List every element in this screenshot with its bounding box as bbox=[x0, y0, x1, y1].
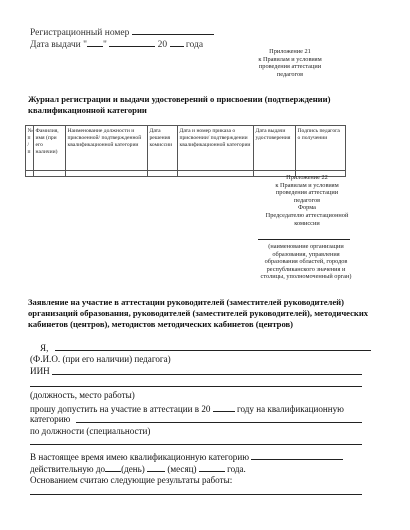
i-label: Я, bbox=[40, 343, 49, 353]
org-caption-line: (наименование организации bbox=[268, 243, 344, 250]
appendix-22-line: комиссии bbox=[294, 219, 320, 227]
appendix-21-line: к Правилам и условиям bbox=[258, 55, 322, 63]
org-caption-line: образования областей, городов bbox=[264, 258, 348, 266]
org-caption-line: столицы, уполномоченный орган) bbox=[260, 273, 352, 281]
org-caption bbox=[250, 243, 362, 281]
journal-col-name: Фамилия, имя (при его наличии) bbox=[34, 126, 66, 171]
fio-field[interactable] bbox=[55, 350, 371, 351]
appendix-21-note bbox=[240, 48, 340, 78]
valid-year-field[interactable] bbox=[199, 463, 225, 472]
appendix-22-line: Приложение 22 bbox=[286, 174, 328, 181]
reg-number-label: Регистрационный номер bbox=[30, 28, 130, 38]
appendix-22-line: Председателю аттестационной bbox=[265, 211, 349, 219]
position-caption: (должность, место работы) bbox=[30, 390, 135, 400]
org-caption-line: образования, управления bbox=[272, 250, 340, 258]
results-text: Основанием считаю следующие результаты работы: bbox=[30, 475, 233, 485]
issue-year-suffix: года bbox=[185, 40, 204, 50]
appendix-21-line: педагогов bbox=[276, 70, 304, 78]
journal-col-issue-date: Дата выдачи удостоверения bbox=[254, 126, 296, 171]
journal-cell bbox=[178, 171, 254, 177]
issue-date-label: Дата выдачи bbox=[30, 40, 81, 50]
issue-year-field[interactable] bbox=[170, 38, 184, 47]
journal-col-order: Дата и номер приказа о присвоении/ подтверждении квалификационной категории bbox=[178, 126, 254, 171]
application-title: Заявление на участие в аттестации руководителей (заместителей руководителей) организаций образования, руководителей (заместителей руководителей), методических кабинетов (центров), методистов методических кабинетов (центров) bbox=[28, 297, 369, 329]
by-position-label: по должности (специальности) bbox=[30, 426, 151, 436]
journal-header-row bbox=[26, 126, 346, 171]
journal-col-decision-date: Дата решения комиссии bbox=[148, 126, 178, 171]
issue-year-prefix: 20 bbox=[157, 40, 168, 50]
journal-col-position: Наименование должности и присвоенной/ подтвержденной квалификационной категории bbox=[66, 126, 148, 171]
journal-cell bbox=[66, 171, 148, 177]
journal-cell bbox=[26, 171, 34, 177]
month-label: (месяц) bbox=[167, 464, 197, 474]
category-label: категорию bbox=[30, 414, 71, 424]
issue-date-line: Дата выдачи " " 20 года bbox=[30, 40, 204, 50]
request-text: прошу допустить на участие в аттестации в 20 bbox=[30, 404, 211, 414]
journal-col-number: № п/п bbox=[26, 126, 34, 171]
appendix-22-line: проведения аттестации bbox=[275, 189, 339, 197]
journal-col-signature: Подпись педагога о получении bbox=[296, 126, 346, 171]
journal-table bbox=[25, 125, 346, 177]
journal-cell bbox=[34, 171, 66, 177]
appendix-21-line: проведения аттестации bbox=[258, 63, 322, 71]
request-year-field[interactable] bbox=[213, 403, 235, 412]
specialty-field[interactable] bbox=[30, 444, 362, 445]
appendix-22-line: к Правилам и условиям bbox=[275, 181, 339, 189]
journal-cell bbox=[148, 171, 178, 177]
journal-title: Журнал регистрации и выдачи удостоверений о присвоении (подтверждении) квалификационной категории bbox=[28, 94, 331, 115]
category-field[interactable] bbox=[76, 422, 362, 423]
year-suffix: года. bbox=[227, 464, 246, 474]
current-category-field[interactable] bbox=[251, 451, 343, 460]
current-category-text: В настоящее время имею квалификационную категорию bbox=[30, 452, 250, 462]
valid-day-field[interactable] bbox=[105, 463, 121, 472]
reg-number-field[interactable] bbox=[132, 26, 214, 35]
iin-label: ИИН bbox=[30, 366, 50, 376]
issue-day-field[interactable] bbox=[87, 38, 103, 47]
valid-until-label: действительную до bbox=[30, 464, 106, 474]
appendix-22-note bbox=[262, 174, 352, 227]
position-field[interactable] bbox=[30, 386, 362, 387]
request-text-2: году на квалификационную bbox=[237, 404, 344, 414]
current-category-line bbox=[30, 451, 343, 463]
day-label: (день) bbox=[121, 464, 145, 474]
org-caption-line: республиканского значения и bbox=[266, 265, 346, 273]
issue-month-field[interactable] bbox=[109, 38, 155, 47]
org-name-field[interactable] bbox=[258, 239, 350, 240]
results-field[interactable] bbox=[30, 494, 362, 495]
request-line bbox=[30, 403, 344, 415]
valid-month-field[interactable] bbox=[147, 463, 165, 472]
iin-field[interactable] bbox=[52, 374, 362, 375]
valid-until-line bbox=[30, 463, 246, 475]
appendix-22-line: педагогов bbox=[293, 196, 321, 204]
appendix-21-line: Приложение 21 bbox=[269, 48, 311, 55]
appendix-22-line: Форма bbox=[298, 204, 316, 212]
fio-caption: (Ф.И.О. (при его наличии) педагога) bbox=[30, 354, 171, 364]
